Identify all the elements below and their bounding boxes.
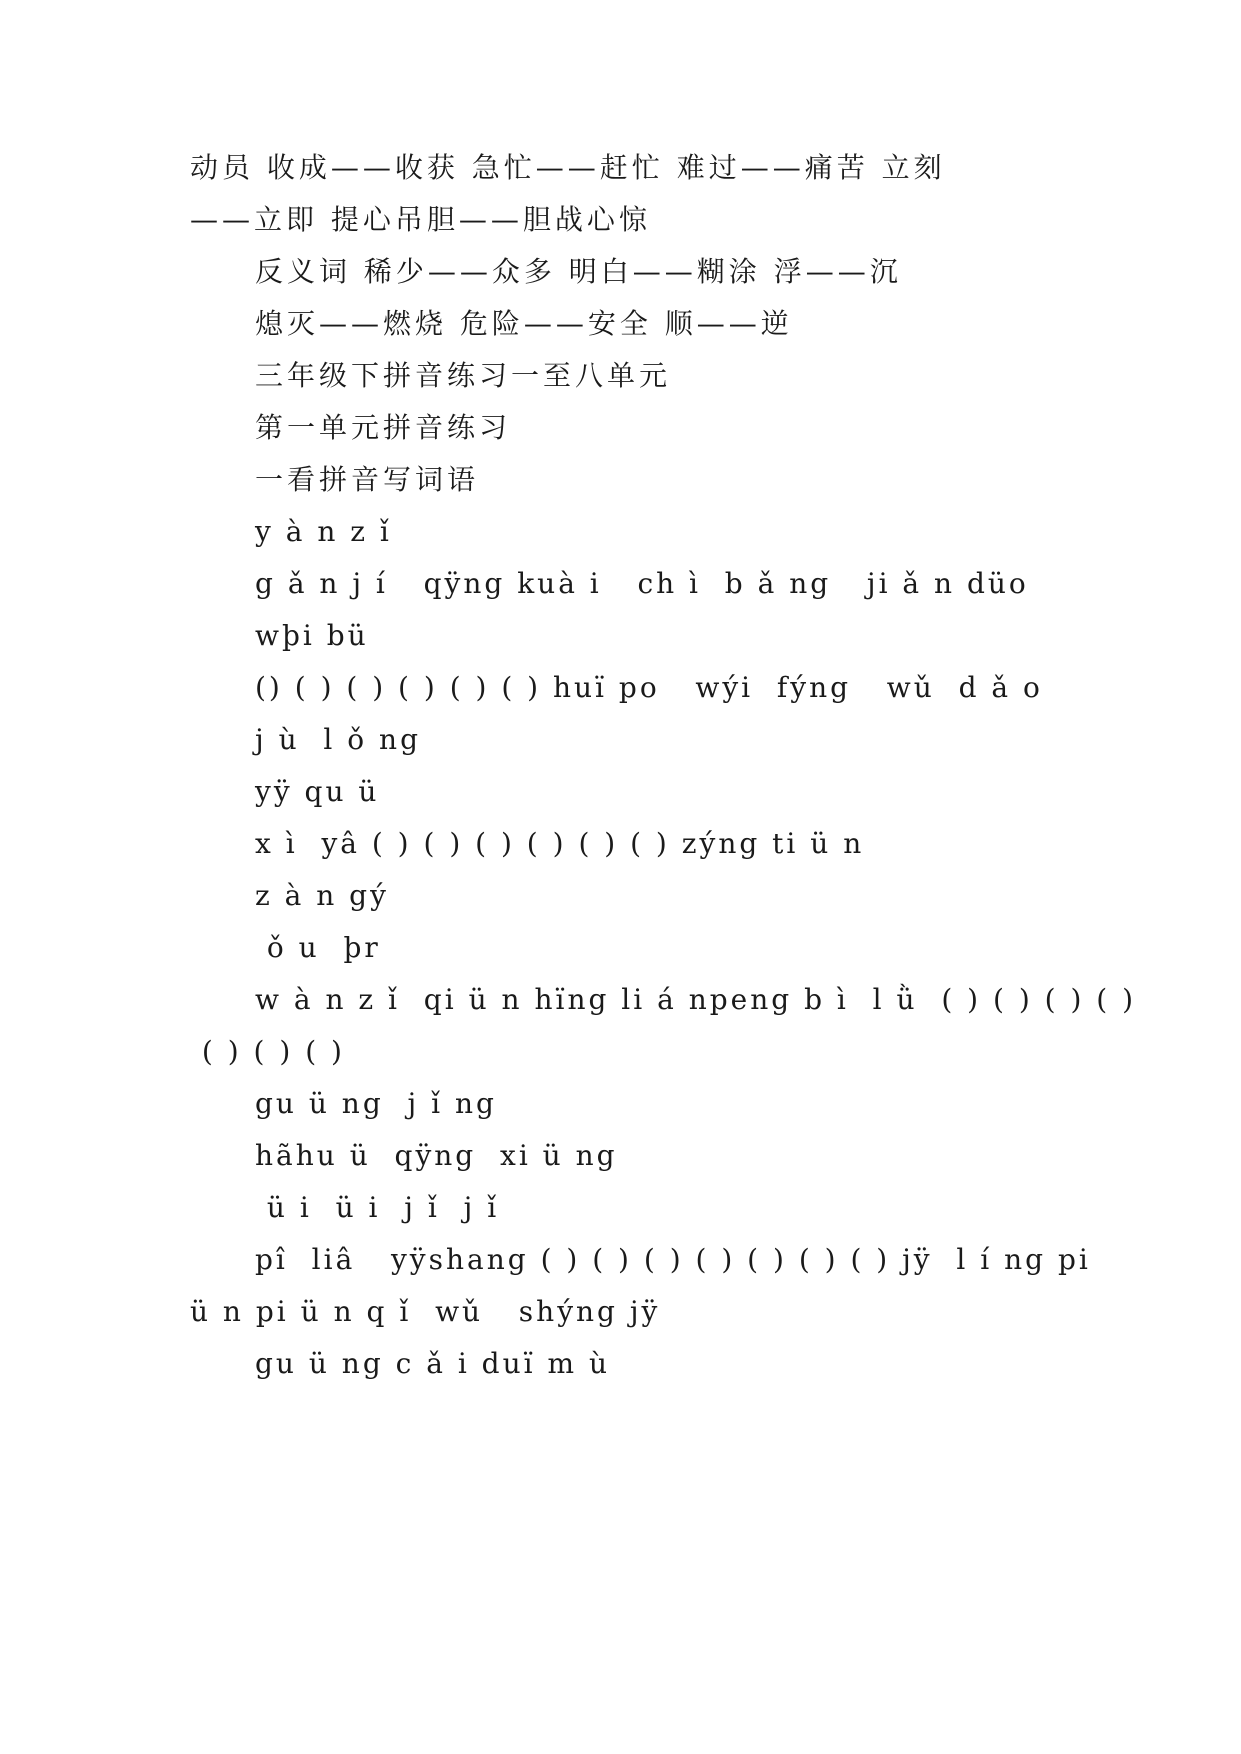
pinyin-line: () ( ) ( ) ( ) ( ) ( ) huï po wýi fýng wǔ d ǎ o: [255, 671, 1043, 704]
pinyin-line: g ǎ n j í qÿng kuà i ch ì b ǎ ng ji ǎ n düo: [255, 567, 1029, 600]
pinyin-line: ǒ u þr: [255, 931, 381, 964]
pinyin-line: gu ü ng j ǐ ng: [255, 1087, 497, 1120]
text-line-synonyms-2: ——立即 提心吊胆——胆战心惊: [190, 203, 651, 236]
pinyin-line: yÿ qu ü: [255, 775, 380, 808]
pinyin-line: j ù l ǒ ng: [255, 723, 421, 756]
text-line-synonyms-1: 动员 收成——收获 急忙——赶忙 难过——痛苦 立刻: [190, 151, 946, 184]
pinyin-line: hãhu ü qÿng xi ü ng: [255, 1139, 618, 1172]
pinyin-line: ü i ü i j ǐ j ǐ: [255, 1191, 500, 1224]
pinyin-line: y à n z ǐ: [255, 515, 392, 548]
pinyin-line: pî liâ yÿshang ( ) ( ) ( ) ( ) ( ) ( ) ( ) jÿ l í ng pi: [255, 1243, 1091, 1276]
exercise-heading: 一看拼音写词语: [255, 463, 480, 496]
unit-heading: 第一单元拼音练习: [255, 411, 512, 444]
pinyin-line: wþi bü: [255, 619, 369, 652]
pinyin-line: ( ) ( ) ( ): [190, 1035, 345, 1068]
text-line-antonyms-2: 熄灭——燃烧 危险——安全 顺——逆: [255, 307, 793, 340]
pinyin-line: ü n pi ü n q ǐ wǔ shýng jÿ: [190, 1295, 661, 1328]
section-heading: 三年级下拼音练习一至八单元: [255, 359, 672, 392]
pinyin-line: w à n z ǐ qi ü n hïng li á npeng b ì l ǜ ( ) ( ) ( ) ( ): [255, 983, 1137, 1016]
text-line-antonyms-1: 反义词 稀少——众多 明白——糊涂 浮——沉: [255, 255, 902, 288]
pinyin-line: gu ü ng c ǎ i duï m ù: [255, 1347, 610, 1380]
pinyin-line: x ì yâ ( ) ( ) ( ) ( ) ( ) ( ) zýng ti ü n: [255, 827, 865, 860]
pinyin-line: z à n gý: [255, 879, 389, 912]
